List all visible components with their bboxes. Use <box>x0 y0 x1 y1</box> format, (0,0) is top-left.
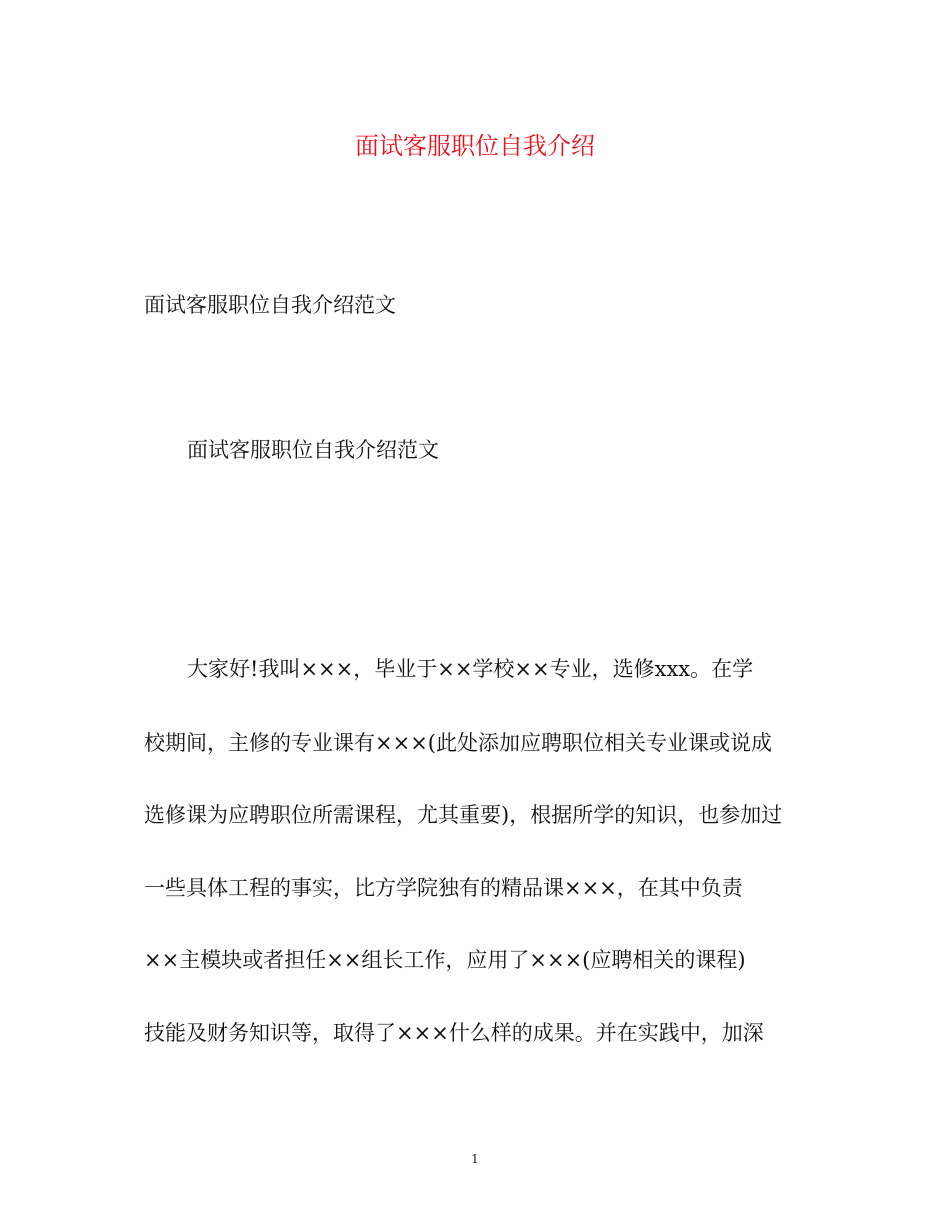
body-paragraph-line: ××主模块或者担任××组长工作，应用了×××(应聘相关的课程) <box>144 948 746 972</box>
document-subtitle-repeat: 面试客服职位自我介绍范文 <box>187 438 439 462</box>
body-paragraph-line: 大家好!我叫×××，毕业于××学校××专业，选修xxx。在学 <box>187 657 754 681</box>
document-subtitle: 面试客服职位自我介绍范文 <box>144 293 396 317</box>
document-title: 面试客服职位自我介绍 <box>355 132 595 160</box>
body-paragraph-line: 技能及财务知识等，取得了×××什么样的成果。并在实践中，加深 <box>144 1021 764 1045</box>
body-paragraph-line: 校期间，主修的专业课有×××(此处添加应聘职位相关专业课或说成 <box>144 731 772 755</box>
body-paragraph-line: 选修课为应聘职位所需课程，尤其重要)，根据所学的知识，也参加过 <box>144 803 783 827</box>
page-number: 1 <box>471 1152 479 1166</box>
body-paragraph-line: 一些具体工程的事实，比方学院独有的精品课×××，在其中负责 <box>144 876 743 900</box>
